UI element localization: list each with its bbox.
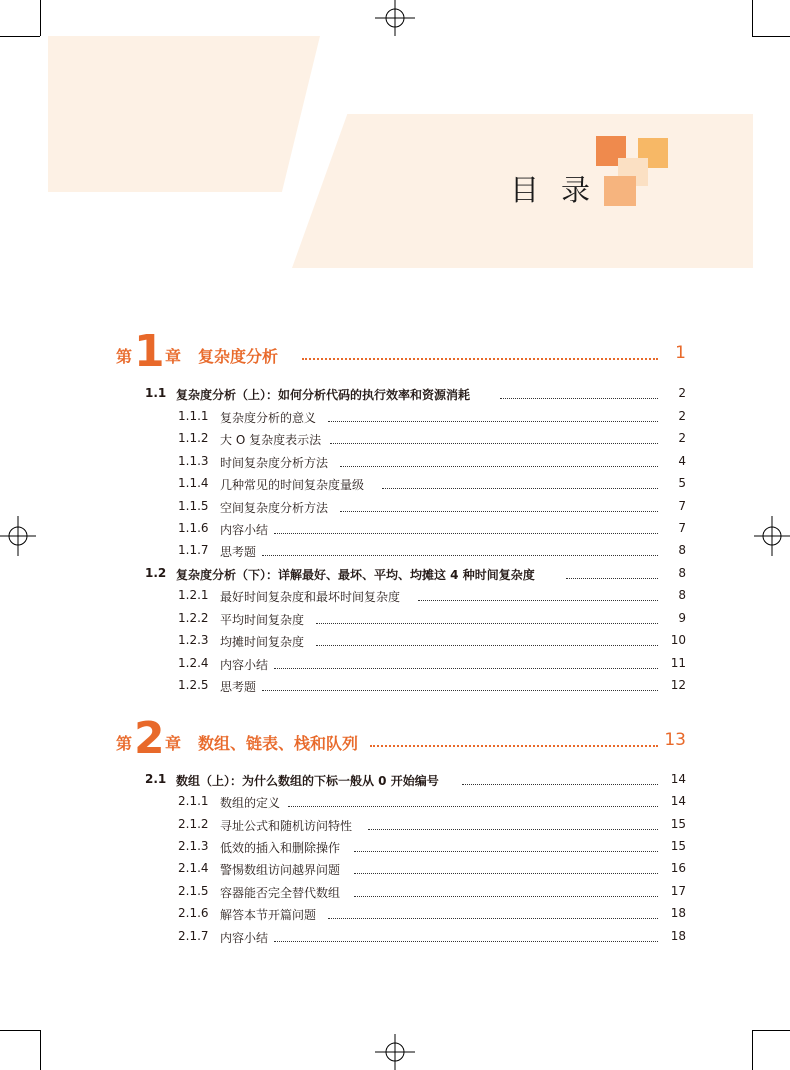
subsection-number: 1.2.1 bbox=[178, 588, 209, 602]
dot-leader bbox=[354, 895, 658, 897]
toc-subsection[interactable] bbox=[0, 608, 790, 630]
subsection-number: 2.1.4 bbox=[178, 861, 209, 875]
registration-mark-icon bbox=[375, 0, 415, 36]
subsection-number: 1.2.4 bbox=[178, 656, 209, 670]
chapter-suffix: 章 bbox=[165, 734, 182, 753]
subsection-title: 警惕数组访问越界问题 bbox=[220, 863, 341, 877]
dot-leader bbox=[368, 828, 658, 830]
subsection-number: 1.1.7 bbox=[178, 543, 209, 557]
registration-mark-icon bbox=[375, 1034, 415, 1070]
dot-leader bbox=[354, 872, 658, 874]
subsection-number: 2.1.1 bbox=[178, 794, 209, 808]
toc-subsection[interactable] bbox=[0, 585, 790, 607]
subsection-page: 8 bbox=[678, 543, 686, 557]
subsection-page: 17 bbox=[670, 884, 686, 898]
subsection-title: 容器能否完全替代数组 bbox=[220, 886, 341, 900]
crop-mark bbox=[752, 36, 790, 37]
subsection-number: 1.1.3 bbox=[178, 454, 209, 468]
toc-subsection[interactable] bbox=[0, 428, 790, 450]
subsection-title: 解答本节开篇问题 bbox=[220, 908, 317, 922]
dot-leader bbox=[328, 420, 658, 422]
toc-subsection[interactable] bbox=[0, 540, 790, 562]
section-number: 1.1 bbox=[145, 386, 167, 400]
dot-leader bbox=[274, 532, 658, 534]
subsection-number: 1.2.3 bbox=[178, 633, 209, 647]
toc-subsection[interactable] bbox=[0, 653, 790, 675]
subsection-number: 1.1.6 bbox=[178, 521, 209, 535]
chapter-suffix: 章 bbox=[165, 347, 182, 366]
subsection-number: 2.1.3 bbox=[178, 839, 209, 853]
subsection-page: 12 bbox=[670, 678, 686, 692]
crop-mark bbox=[752, 1030, 790, 1031]
subsection-title: 平均时间复杂度 bbox=[220, 613, 305, 627]
section-page: 14 bbox=[670, 772, 686, 786]
subsection-page: 11 bbox=[670, 656, 686, 670]
subsection-number: 2.1.2 bbox=[178, 817, 209, 831]
dot-leader bbox=[500, 397, 658, 399]
subsection-page: 9 bbox=[678, 611, 686, 625]
chapter-number: 1 bbox=[134, 326, 165, 377]
dot-leader bbox=[274, 940, 658, 942]
subsection-page: 18 bbox=[670, 929, 686, 943]
toc-subsection[interactable] bbox=[0, 406, 790, 428]
subsection-page: 16 bbox=[670, 861, 686, 875]
subsection-title: 复杂度分析的意义 bbox=[220, 411, 317, 425]
toc-subsection[interactable] bbox=[0, 496, 790, 518]
subsection-number: 1.1.4 bbox=[178, 476, 209, 490]
crop-mark bbox=[752, 1030, 753, 1070]
toc-subsection[interactable] bbox=[0, 518, 790, 540]
subsection-number: 2.1.5 bbox=[178, 884, 209, 898]
subsection-page: 7 bbox=[678, 499, 686, 513]
subsection-title: 内容小结 bbox=[220, 658, 269, 672]
subsection-number: 1.1.1 bbox=[178, 409, 209, 423]
chapter-number: 2 bbox=[134, 713, 165, 764]
subsection-title: 最好时间复杂度和最坏时间复杂度 bbox=[220, 590, 401, 604]
subsection-number: 1.1.2 bbox=[178, 431, 209, 445]
subsection-title: 大 O 复杂度表示法 bbox=[220, 433, 322, 447]
dot-leader bbox=[262, 554, 658, 556]
section-title: 复杂度分析（下）：详解最好、最坏、平均、均摊这 4 种时间复杂度 bbox=[176, 568, 535, 582]
subsection-title: 内容小结 bbox=[220, 931, 269, 945]
subsection-title: 低效的插入和删除操作 bbox=[220, 841, 341, 855]
subsection-page: 7 bbox=[678, 521, 686, 535]
crop-mark bbox=[0, 1030, 40, 1031]
subsection-title: 思考题 bbox=[220, 680, 257, 694]
toc-subsection[interactable] bbox=[0, 926, 790, 948]
toc-subsection[interactable] bbox=[0, 814, 790, 836]
section-title: 数组（上）：为什么数组的下标一般从 0 开始编号 bbox=[176, 774, 439, 788]
subsection-title: 寻址公式和随机访问特性 bbox=[220, 819, 353, 833]
section-page: 2 bbox=[678, 386, 686, 400]
dot-leader bbox=[354, 850, 658, 852]
dot-leader bbox=[316, 622, 658, 624]
subsection-page: 2 bbox=[678, 409, 686, 423]
toc-subsection[interactable] bbox=[0, 858, 790, 880]
dot-leader bbox=[330, 442, 658, 444]
subsection-title: 思考题 bbox=[220, 545, 257, 559]
toc-subsection[interactable] bbox=[0, 881, 790, 903]
chapter-prefix: 第 bbox=[116, 347, 133, 366]
chapter-title: 复杂度分析 bbox=[198, 347, 279, 366]
section-page: 8 bbox=[678, 566, 686, 580]
dot-leader bbox=[340, 465, 658, 467]
subsection-title: 数组的定义 bbox=[220, 796, 281, 810]
toc-section[interactable] bbox=[0, 383, 790, 405]
dot-leader bbox=[316, 644, 658, 646]
subsection-title: 几种常见的时间复杂度量级 bbox=[220, 478, 365, 492]
subsection-page: 15 bbox=[670, 817, 686, 831]
chapter-heading[interactable] bbox=[0, 326, 790, 380]
page-title: 目录 bbox=[510, 173, 613, 207]
chapter-page: 13 bbox=[664, 730, 686, 750]
dot-leader bbox=[288, 805, 658, 807]
dot-leader bbox=[370, 744, 658, 747]
toc-subsection[interactable] bbox=[0, 836, 790, 858]
subsection-page: 8 bbox=[678, 588, 686, 602]
subsection-page: 4 bbox=[678, 454, 686, 468]
dot-leader bbox=[340, 510, 658, 512]
subsection-page: 14 bbox=[670, 794, 686, 808]
dot-leader bbox=[418, 599, 658, 601]
chapter-title: 数组、链表、栈和队列 bbox=[198, 734, 359, 753]
dot-leader bbox=[262, 689, 658, 691]
section-number: 2.1 bbox=[145, 772, 167, 786]
chapter-heading[interactable] bbox=[0, 713, 790, 767]
dot-leader bbox=[462, 783, 658, 785]
subsection-title: 均摊时间复杂度 bbox=[220, 635, 305, 649]
toc-subsection[interactable] bbox=[0, 675, 790, 697]
dot-leader bbox=[382, 487, 658, 489]
dot-leader bbox=[302, 357, 658, 360]
toc-subsection[interactable] bbox=[0, 791, 790, 813]
toc-section[interactable] bbox=[0, 769, 790, 791]
subsection-page: 18 bbox=[670, 906, 686, 920]
subsection-page: 15 bbox=[670, 839, 686, 853]
subsection-number: 1.2.5 bbox=[178, 678, 209, 692]
subsection-number: 2.1.7 bbox=[178, 929, 209, 943]
crop-mark bbox=[0, 36, 40, 37]
toc-subsection[interactable] bbox=[0, 630, 790, 652]
subsection-title: 内容小结 bbox=[220, 523, 269, 537]
subsection-title: 时间复杂度分析方法 bbox=[220, 456, 329, 470]
dot-leader bbox=[566, 577, 658, 579]
subsection-number: 1.2.2 bbox=[178, 611, 209, 625]
toc-subsection[interactable] bbox=[0, 473, 790, 495]
crop-mark bbox=[40, 0, 41, 36]
section-title: 复杂度分析（上）：如何分析代码的执行效率和资源消耗 bbox=[176, 388, 471, 402]
toc-subsection[interactable] bbox=[0, 903, 790, 925]
toc-subsection[interactable] bbox=[0, 451, 790, 473]
dot-leader bbox=[274, 667, 658, 669]
chapter-prefix: 第 bbox=[116, 734, 133, 753]
section-number: 1.2 bbox=[145, 566, 167, 580]
decorative-band-left bbox=[48, 36, 320, 192]
subsection-title: 空间复杂度分析方法 bbox=[220, 501, 329, 515]
subsection-page: 2 bbox=[678, 431, 686, 445]
crop-mark bbox=[40, 1030, 41, 1070]
dot-leader bbox=[328, 917, 658, 919]
subsection-number: 1.1.5 bbox=[178, 499, 209, 513]
subsection-page: 5 bbox=[678, 476, 686, 490]
subsection-page: 10 bbox=[670, 633, 686, 647]
subsection-number: 2.1.6 bbox=[178, 906, 209, 920]
crop-mark bbox=[752, 0, 753, 36]
chapter-page: 1 bbox=[675, 343, 686, 363]
toc-section[interactable] bbox=[0, 563, 790, 585]
